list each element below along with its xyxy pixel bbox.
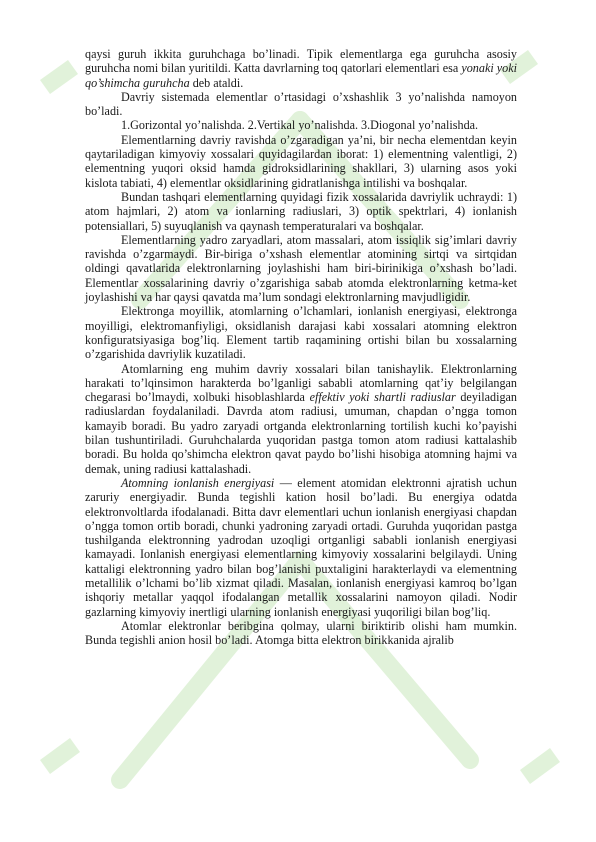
text-run: deyiladigan radiuslardan foydalaniladi. Davrda atom radiusi, umuman, chapdan o’ngga tomon kamayib boradi. Bu yadro zaryadi ortganda elektronlarning tortilish kuchi ko’payishi bilan tushuntiriladi. Guruhchalarda yuqoridan pastga tomon atom radiusi kattalashib boradi. Bu holda qo’shimcha elektron qavat paydo bo’lishi hisobiga atomning hajmi va demak, uning radiusi kattalashadi. [85, 390, 518, 476]
paragraph-8 [85, 362, 517, 476]
paragraph-5: Bundan tashqari elementlarning quyidagi fizik xossalarida davriylik uchraydi: 1) atom hajmlari, 2) atom va ionlarning radiuslari, 3) optik spektrlari, 4) ionlanish potensiallari, 5) suyuqlanish va qaynash temperaturalari va boshqalar. [85, 189, 517, 233]
paragraph-3: 1.Gorizontal yo’nalishda. 2.Vertikal yo’nalishda. 3.Diogonal yo’nalishda. [121, 118, 479, 133]
text-run: qaysi guruh ikkita guruhchaga bo’linadi. Tipik elementlarga ega guruhcha asosiy guruhcha nomi bilan yuritildi. Katta davrlarning toq qatorlari elementlari esa [85, 47, 517, 76]
paragraph-6: Elementlarning yadro zaryadlari, atom massalari, atom issiqlik sig’imlari davriy ravishda o’zgarmaydi. Bir-biriga o’xshash elementlar atomining sirtqi va sirtqidan oldingi qavatlarida elektronlarning joylashishi ham biri-birinikiga o’xshash bo’ladi. Elementlar xossalarining davriy o’zgarishiga sabab atomda elektronlarning ketma-ket joylashishi va har qaysi qavatda ma’lum sondagi elektronlarning mavjudligidir. [85, 232, 517, 305]
italic-term: Atomning ionlanish energiyasi [121, 475, 275, 490]
paragraph-7: Elektronga moyillik, atomlarning o’lchamlari, ionlanish energiyasi, elektronga moyilligi, elektromanfiyligi, oksidlanish darajasi kabi xossalari atomning elektron konfiguratsiyasiga bog’liq. Element tartib raqamining ortishi bilan bu xossalarning o’zgarishida davriylik kuzatiladi. [85, 304, 517, 362]
paragraph-1 [85, 47, 517, 90]
italic-term: effektiv yoki shartli radiuslar [309, 390, 456, 405]
text-run: Atomlarning eng muhim davriy xossalari bilan tanishaylik. Elektronlarning harakati to’lqinsimon harakterda bo’lganligi sababli atomlarning qat’iy belgilangan chegarasi bo’lmaydi, xolbuki hisoblashlarda [85, 361, 517, 405]
document-body [85, 47, 517, 647]
text-run: — element atomidan elektronni ajratish uchun zaruriy energiyadir. Bunda tegishli kation hosil bo’ladi. Bu energiya odatda elektronvoltlarda ifodalanadi. Bitta davr elementlari uchun ionlanish energiyasi chapdan o’ngga tomon ortib boradi, chunki yadroning zaryadi ortadi. Guruhda yuqoridan pastga tushilganda elektronning yadrodan uzoqligi ortganligi sababli ionlanish energiyasi kamayadi. Ionlanish energiyasi elementlarning kimyoviy xossalarini belgilaydi. Uning kattaligi elektronning yadro bilan bog’lanishi puxtaligini harakterlaydi va elementning metallilik o’lchami bo’lib xizmat qiladi. Masalan, ionlanish energiyasi kamroq bo’lgan ishqoriy metallar yaqqol ifodalangan metallik xossalarini namoyon qiladi. Nodir gazlarning kimyoviy inertligi ularning ionlanish energiyasi yuqoriligi bilan bog’liq. [85, 475, 517, 619]
paragraph-2: Davriy sistemada elementlar o’rtasidagi o’xshashlik 3 yo’nalishda namoyon bo’ladi. [85, 89, 517, 119]
text-run: deb ataldi. [189, 75, 244, 90]
paragraph-4: Elementlarning davriy ravishda o’zgaradigan ya’ni, bir necha elementdan keyin qaytariladigan kimyoviy xossalari quyidagilardan iborat: 1) elementning valentligi, 2) elementning yuqori oksid hamda gidroksidlarining shakllari, 3) ularning asos yoki kislota tabiati, 4) elementlar oksidlarining gidratlanishga intilishi va boshqalar. [85, 132, 517, 190]
italic-term: yonaki yoki qo’shimcha guruhcha [85, 61, 518, 90]
paragraph-9 [85, 476, 517, 619]
paragraph-10: Atomlar elektronlar beribgina qolmay, ularni biriktirib olishi ham mumkin. Bunda tegishli anion hosil bo’ladi. Atomga bitta elektron birikkanida ajralib [85, 618, 517, 648]
